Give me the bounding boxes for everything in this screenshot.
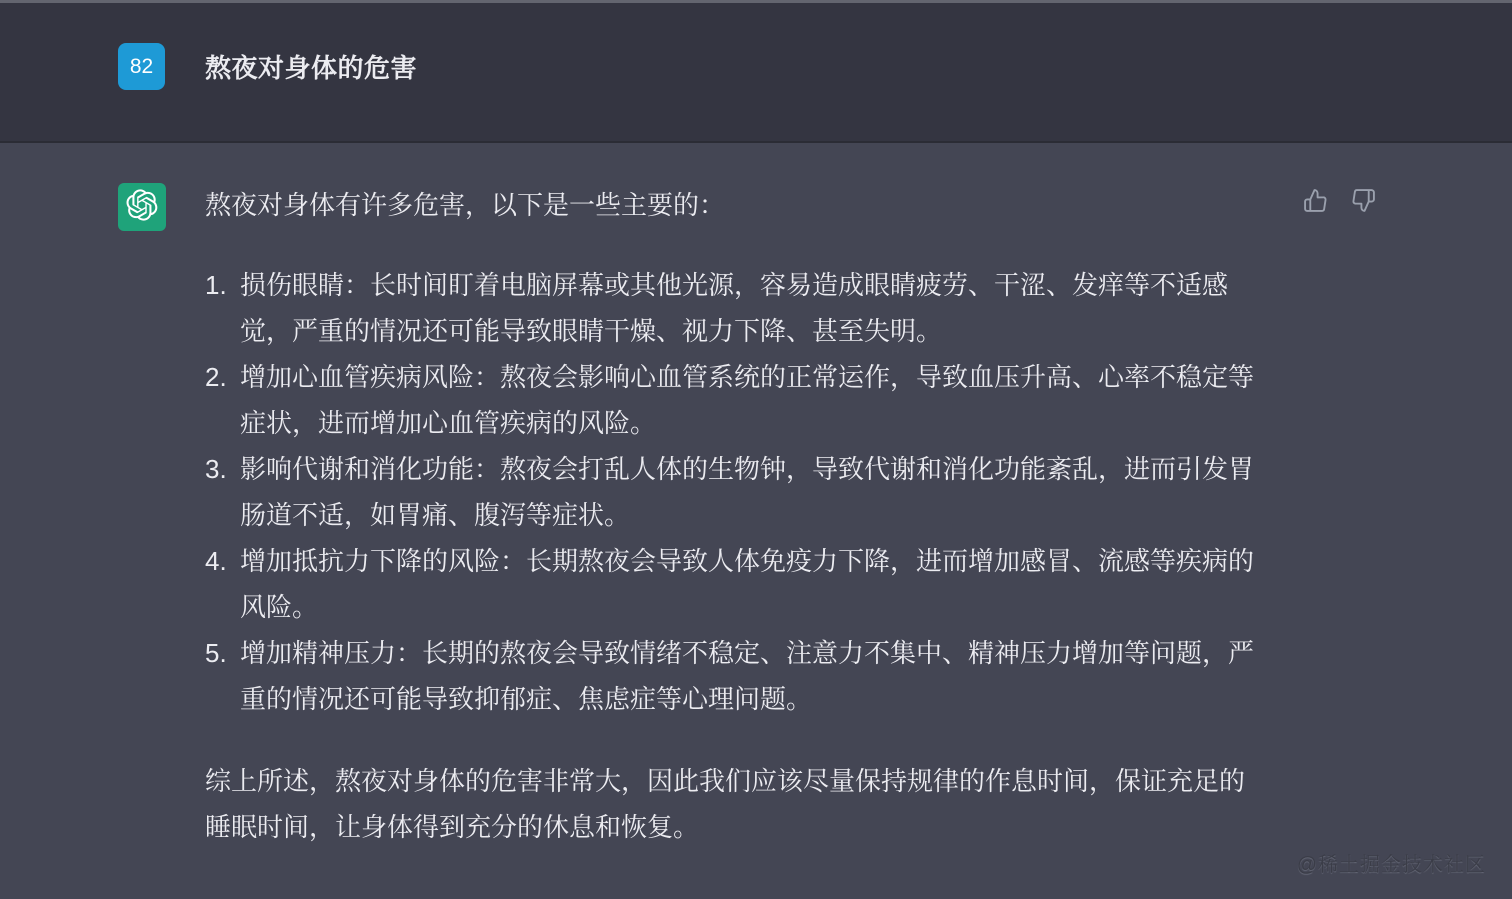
list-item bbox=[205, 354, 1265, 446]
list-item-number: 5. bbox=[205, 638, 227, 668]
question-number-badge: 82 bbox=[118, 43, 165, 90]
list-item-text: 增加精神压力：长期的熬夜会导致情绪不稳定、注意力不集中、精神压力增加等问题，严重的情况还可能导致抑郁症、焦虑症等心理问题。 bbox=[240, 638, 1255, 714]
list-item-text: 损伤眼睛：长时间盯着电脑屏幕或其他光源，容易造成眼睛疲劳、干涩、发痒等不适感觉，严重的情况还可能导致眼睛干燥、视力下降、甚至失明。 bbox=[240, 270, 1229, 346]
numbered-list bbox=[205, 262, 1265, 722]
question-header bbox=[0, 3, 1512, 143]
list-item bbox=[205, 630, 1265, 722]
assistant-message bbox=[205, 182, 1265, 850]
message-intro: 熬夜对身体有许多危害，以下是一些主要的： bbox=[205, 190, 726, 220]
list-item bbox=[205, 446, 1265, 538]
list-item bbox=[205, 538, 1265, 630]
thumbs-down-button[interactable] bbox=[1351, 188, 1376, 213]
message-conclusion: 综上所述，熬夜对身体的危害非常大，因此我们应该尽量保持规律的作息时间，保证充足的睡眠时间，让身体得到充分的休息和恢复。 bbox=[205, 766, 1246, 842]
list-item-text: 影响代谢和消化功能：熬夜会打乱人体的生物钟，导致代谢和消化功能紊乱，进而引发胃肠道不适，如胃痛、腹泻等症状。 bbox=[240, 454, 1255, 530]
list-item-text: 增加心血管疾病风险：熬夜会影响心血管系统的正常运作，导致血压升高、心率不稳定等症状，进而增加心血管疾病的风险。 bbox=[240, 362, 1255, 438]
thumbs-down-icon bbox=[1351, 188, 1376, 213]
watermark: @稀土掘金技术社区 bbox=[1296, 854, 1486, 876]
thumbs-up-icon bbox=[1303, 188, 1328, 213]
list-item-number: 4. bbox=[205, 546, 227, 576]
list-item bbox=[205, 262, 1265, 354]
list-item-text: 增加抵抗力下降的风险：长期熬夜会导致人体免疫力下降，进而增加感冒、流感等疾病的风险。 bbox=[240, 546, 1255, 622]
message-actions bbox=[1303, 188, 1376, 213]
assistant-avatar bbox=[118, 183, 166, 231]
assistant-message-row bbox=[0, 145, 1512, 899]
thumbs-up-button[interactable] bbox=[1303, 188, 1328, 213]
openai-logo-icon bbox=[126, 189, 158, 226]
list-item-number: 1. bbox=[205, 270, 227, 300]
list-item-number: 3. bbox=[205, 454, 227, 484]
list-item-number: 2. bbox=[205, 362, 227, 392]
question-title: 熬夜对身体的危害 bbox=[205, 53, 418, 83]
